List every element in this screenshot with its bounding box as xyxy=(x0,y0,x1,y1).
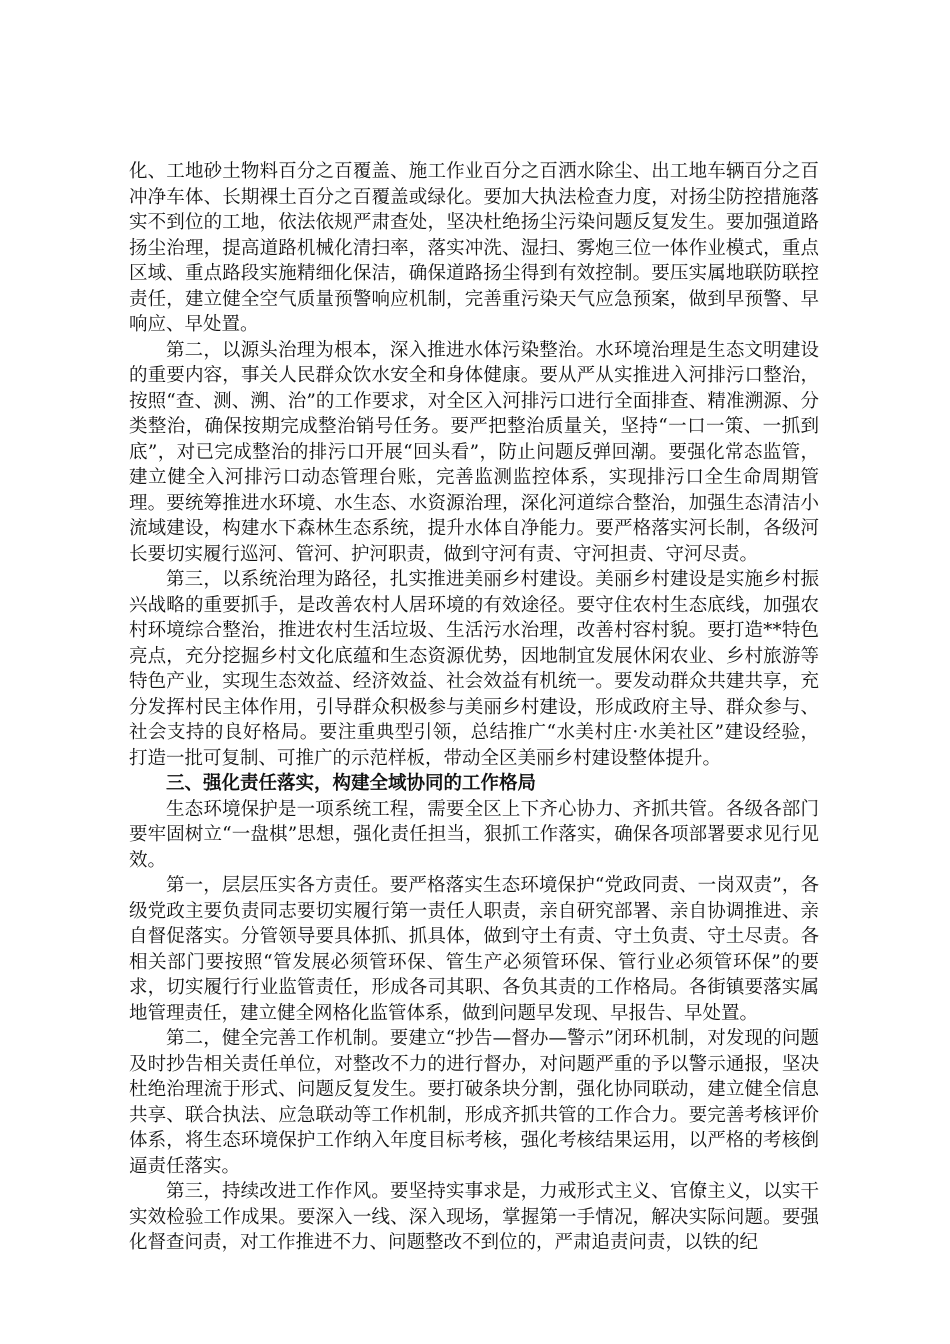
paragraph-beautiful-village: 第三，以系统治理为路径，扎实推进美丽乡村建设。美丽乡村建设是实施乡村振兴战略的重要抓手，是改善农村人居环境的有效途径。要守住农村生态底线，加强农村环境综合整治，推进农村生活垃圾、生活污水治理，改善村容村貌。要打造**特色亮点，充分挖掘乡村文化底蕴和生态资源优势，因地制宜发展休闲农业、乡村旅游等特色产业，实现生态效益、经济效益、社会效益有机统一。要发动群众共建共享，充分发挥村民主体作用，引导群众积极参与美丽乡村建设，形成政府主导、群众参与、社会支持的良好格局。要注重典型引领，总结推广“水美村庄·水美社区”建设经验，打造一批可复制、可推广的示范样板，带动全区美丽乡村建设整体提升。 xyxy=(129,569,819,769)
paragraph-air-dust-continued: 化、工地砂土物料百分之百覆盖、施工作业百分之百洒水除尘、出工地车辆百分之百冲净车体、长期裸土百分之百覆盖或绿化。要加大执法检查力度，对扬尘防控措施落实不到位的工地，依法依规严肃查处，坚决杜绝扬尘污染问题反复发生。要加强道路扬尘治理，提高道路机械化清扫率，落实冲洗、湿扫、雾炮三位一体作业模式，重点区域、重点路段实施精细化保洁，确保道路扬尘得到有效控制。要压实属地联防联控责任，建立健全空气质量预警响应机制，完善重污染天气应急预案，做到早预警、早响应、早处置。 xyxy=(129,161,819,335)
paragraph-responsibility: 第一，层层压实各方责任。要严格落实生态环境保护“党政同责、一岗双责”，各级党政主要负责同志要切实履行第一责任人职责，亲自研究部署、亲自协调推进、亲自督促落实。分管领导要具体抓、抓具体，做到守土有责、守土负责、守土尽责。各相关部门要按照“管发展必须管环保、管生产必须管环保、管行业必须管环保”的要求，切实履行行业监管责任，形成各司其职、各负其责的工作格局。各街镇要落实属地管理责任，建立健全网格化监管体系，做到问题早发现、早报告、早处置。 xyxy=(129,875,819,1024)
paragraph-water-pollution: 第二，以源头治理为根本，深入推进水体污染整治。水环境治理是生态文明建设的重要内容，事关人民群众饮水安全和身体健康。要从严从实推进入河排污口整治，按照“查、测、溯、治”的工作要求，对全区入河排污口进行全面排查、精准溯源、分类整治，确保按期完成整治销号任务。要严把整治质量关，坚持“一口一策、一抓到底”，对已完成整治的排污口开展“回头看”，防止问题反弹回潮。要强化常态监管，建立健全入河排污口动态管理台账，完善监测监控体系，实现排污口全生命周期管理。要统筹推进水环境、水生态、水资源治理，深化河道综合整治，加强生态清洁小流域建设，构建水下森林生态系统，提升水体自净能力。要严格落实河长制，各级河长要切实履行巡河、管河、护河职责，做到守河有责、守河担责、守河尽责。 xyxy=(129,339,819,565)
paragraph-section-intro: 生态环境保护是一项系统工程，需要全区上下齐心协力、齐抓共管。各级各部门要牢固树立“一盘棋”思想，强化责任担当，狠抓工作落实，确保各项部署要求见行见效。 xyxy=(129,798,819,871)
paragraph-mechanism: 第二，健全完善工作机制。要建立“抄告—督办—警示”闭环机制，对发现的问题及时抄告相关责任单位，对整改不力的进行督办，对问题严重的予以警示通报，坚决杜绝治理流于形式、问题反复发生。要打破条块分割，强化协同联动，建立健全信息共享、联合执法、应急联动等工作机制，形成齐抓共管的工作合力。要完善考核评价体系，将生态环境保护工作纳入年度目标考核，强化考核结果运用，以严格的考核倒逼责任落实。 xyxy=(129,1028,819,1177)
document-page xyxy=(129,159,819,1256)
section-heading-three: 三、强化责任落实，构建全域协同的工作格局 xyxy=(166,773,537,794)
paragraph-work-style: 第三，持续改进工作作风。要坚持实事求是，力戒形式主义、官僚主义，以实干实效检验工作成果。要深入一线、深入现场，掌握第一手情况，解决实际问题。要强化督查问责，对工作推进不力、问题整改不到位的，严肃追责问责，以铁的纪 xyxy=(129,1181,819,1253)
